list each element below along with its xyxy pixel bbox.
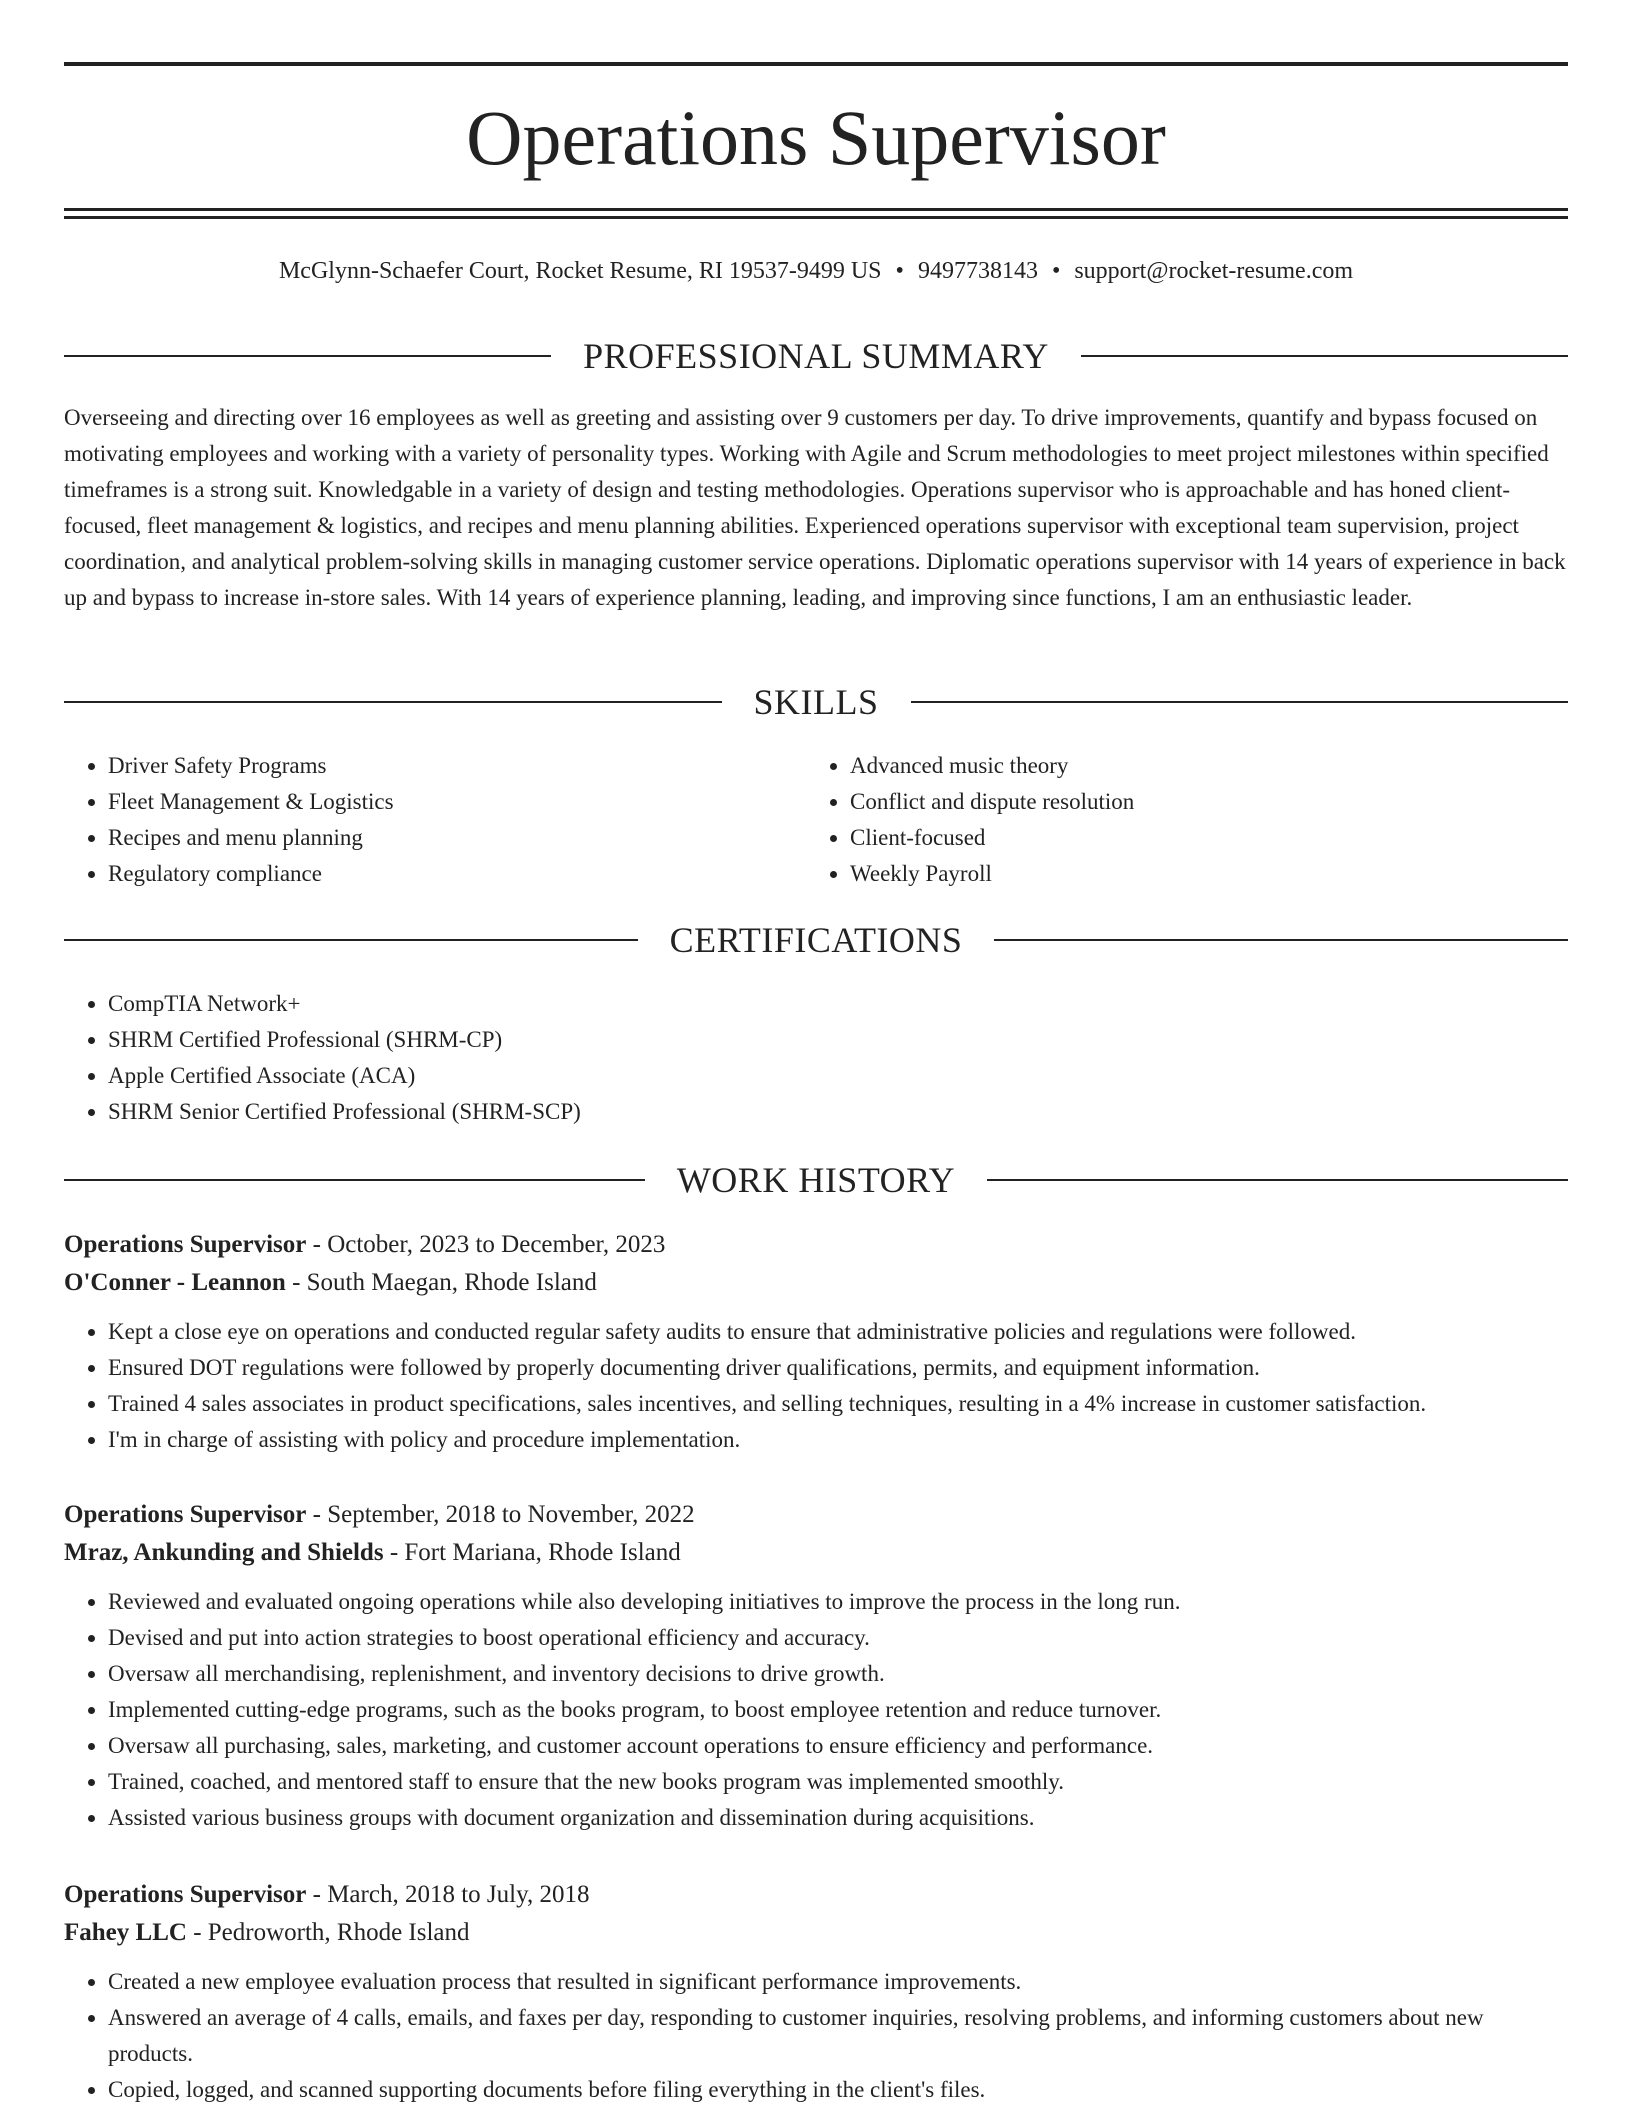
job-bullet: • Copied, logged, and scanned supporting documents before filing everything in the client's files.	[108, 2072, 1568, 2108]
skills-column-right	[806, 748, 1546, 892]
job-company-line	[64, 1914, 1568, 1952]
job-bullet: • Ensured DOT regulations were followed by properly documenting driver qualifications, permits, and equipment information.	[108, 1350, 1568, 1386]
certification-item: • CompTIA Network+	[108, 986, 1568, 1022]
job-company-line	[64, 1534, 1568, 1572]
job-location: - Pedroworth, Rhode Island	[186, 1919, 470, 1946]
section-rule	[64, 1179, 645, 1181]
certification-item: • SHRM Senior Certified Professional (SHRM-SCP)	[108, 1094, 1568, 1130]
job-bullet: • Devised and put into action strategies to boost operational efficiency and accuracy.	[108, 1620, 1568, 1656]
job-bullets	[64, 1584, 1568, 1836]
contact-separator: •	[895, 258, 904, 284]
resume-title: Operations Supervisor	[466, 94, 1166, 181]
skill-item: • Driver Safety Programs	[108, 748, 804, 784]
job-title-line	[64, 1496, 1568, 1534]
contact-address: McGlynn-Schaefer Court, Rocket Resume, RI 19537-9499 US	[278, 258, 882, 284]
skill-item: • Client-focused	[850, 820, 1546, 856]
certifications-list	[64, 986, 1568, 1130]
section-rule	[64, 701, 722, 703]
header-bottom-rule	[64, 208, 1568, 211]
job-bullet: • Answered an average of 4 calls, emails, and faxes per day, responding to customer inquiries, resolving problems, and informing customers about new products.	[108, 2000, 1568, 2072]
section-header-work-history	[64, 1158, 1568, 1202]
job-entry	[64, 1876, 1568, 2108]
job-company-line	[64, 1264, 1568, 1302]
section-rule	[911, 701, 1569, 703]
section-header-summary	[64, 334, 1568, 378]
job-title-line	[64, 1876, 1568, 1914]
job-dates: - March, 2018 to July, 2018	[306, 1881, 590, 1908]
job-bullet: • Created a new employee evaluation process that resulted in significant performance improvements.	[108, 1964, 1568, 2000]
job-dates: - October, 2023 to December, 2023	[306, 1231, 666, 1258]
job-company: Fahey LLC	[64, 1919, 187, 1946]
certification-item: • SHRM Certified Professional (SHRM-CP)	[108, 1022, 1568, 1058]
job-location: - Fort Mariana, Rhode Island	[383, 1539, 681, 1566]
section-rule	[987, 1179, 1568, 1181]
section-header-certifications	[64, 918, 1568, 962]
job-location: - South Maegan, Rhode Island	[285, 1269, 597, 1296]
skill-item: • Weekly Payroll	[850, 856, 1546, 892]
job-bullet: • Implemented cutting-edge programs, such as the books program, to boost employee retention and reduce turnover.	[108, 1692, 1568, 1728]
section-rule	[1081, 355, 1568, 357]
contact-email: support@rocket-resume.com	[1074, 258, 1354, 284]
contact-line	[64, 254, 1568, 288]
job-bullets	[64, 1314, 1568, 1458]
job-bullet: • Reviewed and evaluated ongoing operations while also developing initiatives to improve the process in the long run.	[108, 1584, 1568, 1620]
job-bullets	[64, 1964, 1568, 2108]
job-bullet: • I'm in charge of assisting with policy and procedure implementation.	[108, 1422, 1568, 1458]
skill-item: • Advanced music theory	[850, 748, 1546, 784]
job-company: O'Conner - Leannon	[64, 1269, 286, 1296]
certification-item: • Apple Certified Associate (ACA)	[108, 1058, 1568, 1094]
skills-column-left	[64, 748, 804, 892]
section-header-skills	[64, 680, 1568, 724]
contact-phone: 9497738143	[917, 258, 1038, 284]
section-rule	[994, 939, 1568, 941]
job-entry	[64, 1496, 1568, 1836]
contact-separator: •	[1051, 258, 1061, 284]
job-entry	[64, 1226, 1568, 1458]
job-bullet: • Trained, coached, and mentored staff to ensure that the new books program was implemented smoothly.	[108, 1764, 1568, 1800]
job-title: Operations Supervisor	[64, 1501, 307, 1528]
job-title: Operations Supervisor	[64, 1231, 307, 1258]
header-top-rule	[64, 62, 1568, 66]
section-title-skills: SKILLS	[753, 682, 879, 722]
job-bullet: • Oversaw all purchasing, sales, marketing, and customer account operations to ensure efficiency and performance.	[108, 1728, 1568, 1764]
header-bottom-rule-second	[64, 216, 1568, 219]
summary-text: Overseeing and directing over 16 employees as well as greeting and assisting over 9 customers per day. To drive improvements, quantify and bypass focused on motivating employees and working with a variety of personality types. Working with Agile and Scrum methodologies to meet project milestones within specified timeframes is a strong suit. Knowledgable in a variety of design and testing methodologies. Operations supervisor who is approachable and has honed client-focused, fleet management & logistics, and recipes and menu planning abilities. Experienced operations supervisor with exceptional team supervision, project coordination, and analytical problem-solving skills in managing customer service operations. Diplomatic operations supervisor with 14 years of experience in back up and bypass to increase in-store sales. With 14 years of experience planning, leading, and improving since functions, I am an enthusiastic leader.	[64, 405, 1566, 610]
job-bullet: • Trained 4 sales associates in product specifications, sales incentives, and selling techniques, resulting in a 4% increase in customer satisfaction.	[108, 1386, 1568, 1422]
job-dates: - September, 2018 to November, 2022	[306, 1501, 695, 1528]
section-rule	[64, 355, 551, 357]
job-title: Operations Supervisor	[64, 1881, 307, 1908]
job-bullet: • Assisted various business groups with document organization and dissemination during acquisitions.	[108, 1800, 1568, 1836]
job-bullet: • Oversaw all merchandising, replenishment, and inventory decisions to drive growth.	[108, 1656, 1568, 1692]
job-bullet: • Kept a close eye on operations and conducted regular safety audits to ensure that administrative policies and regulations were followed.	[108, 1314, 1568, 1350]
section-rule	[64, 939, 638, 941]
skill-item: • Regulatory compliance	[108, 856, 804, 892]
section-title-summary: PROFESSIONAL SUMMARY	[583, 336, 1049, 376]
job-company: Mraz, Ankunding and Shields	[64, 1539, 384, 1566]
skill-item: • Recipes and menu planning	[108, 820, 804, 856]
job-title-line	[64, 1226, 1568, 1264]
section-title-work-history: WORK HISTORY	[676, 1160, 956, 1200]
skill-item: • Fleet Management & Logistics	[108, 784, 804, 820]
section-title-certifications: CERTIFICATIONS	[669, 920, 963, 960]
skill-item: • Conflict and dispute resolution	[850, 784, 1546, 820]
